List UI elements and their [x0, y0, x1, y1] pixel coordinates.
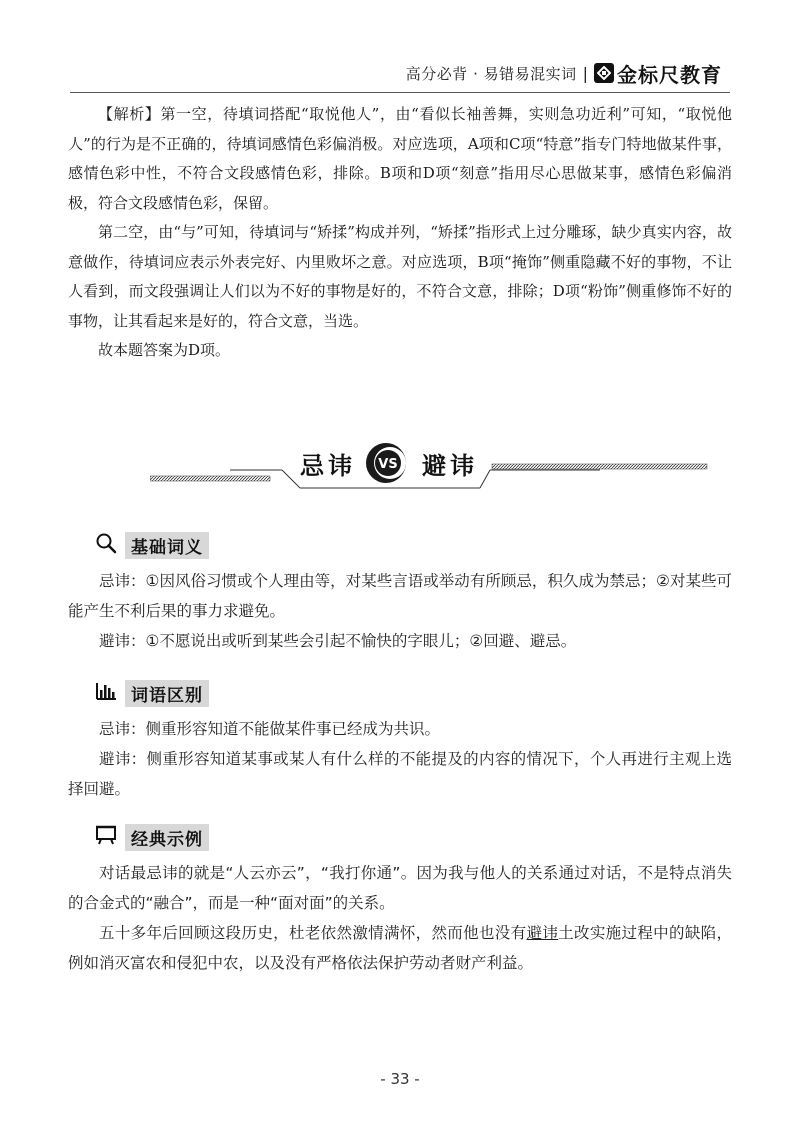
example-2-after: 土改实施过程中的缺陷，例如消灭富农和侵犯中农，以及没有严格依法保护劳动者财产利益。 — [68, 924, 732, 972]
difference-bihui: 避讳：侧重形容知道某事或某人有什么样的不能提及的内容的情况下，个人再进行主观上选择回避。 — [68, 750, 732, 798]
bar-chart-icon — [95, 681, 117, 705]
section-basic-meaning — [95, 532, 209, 558]
vs-label: VS — [378, 457, 398, 472]
vs-right-word: 避讳 — [422, 452, 478, 480]
basic-meaning-bihui: 避讳：①不愿说出或听到某些会引起不愉快的字眼儿；②回避、避忌。 — [99, 632, 577, 650]
basic-meaning-jihui: 忌讳：①因风俗习惯或个人理由等，对某些言语或举动有所顾忌，积久成为禁忌；②对某些可能产生不利后果的事力求避免。 — [68, 572, 732, 620]
difference-jihui: 忌讳：侧重形容知道不能做某件事已经成为共识。 — [99, 720, 441, 738]
vs-title-banner — [150, 432, 710, 502]
section-difference — [95, 680, 209, 706]
board-icon — [95, 825, 117, 849]
brand-name: 金标尺教育 — [617, 62, 722, 87]
example-2-before: 五十多年后回顾这段历史，杜老依然激情满怀，然而他也没有 — [99, 924, 527, 942]
analysis-paragraph-2: 第二空，由“与”可知，待填词与“矫揉”构成并列，“矫揉”指形式上过分雕琢，缺少真实内容，故意做作，待填词应表示外表完好、内里败坏之意。对应选项，B项“掩饰”侧重隐藏不好的事物，不让人看到，而文段强调让人们以为不好的事物是好的，不符合文意，排除；D项“粉饰”侧重修饰不好的事物，让其看起来是好的，符合文意，当选。 — [68, 223, 732, 330]
basic-meaning-body — [68, 566, 732, 656]
example-2 — [68, 918, 732, 978]
section-examples — [95, 824, 209, 850]
search-icon — [95, 532, 117, 558]
analysis-paragraph-1: 【解析】第一空，待填词搭配“取悦他人”，由“看似长袖善舞，实则急功近利”可知，“取悦他人”的行为是不正确的，待填词感情色彩偏消极。对应选项，A项和C项“特意”指专门特地做某件事，感情色彩中性，不符合文段感情色彩，排除。B项和D项“刻意”指用尽心思做某事，感情色彩偏消极，符合文段感情色彩，保留。 — [68, 105, 732, 212]
header-divider — [70, 92, 730, 93]
basic-meaning-heading: 基础词义 — [125, 532, 209, 559]
vs-left-word: 忌讳 — [300, 452, 356, 480]
analysis-paragraph-3: 故本题答案为D项。 — [98, 341, 231, 359]
examples-heading: 经典示例 — [125, 824, 209, 851]
example-2-underlined-word: 避讳 — [526, 924, 559, 942]
analysis-block — [68, 100, 732, 366]
brand — [594, 59, 722, 88]
brand-logo-icon — [594, 63, 614, 83]
page-number: - 33 - — [380, 1070, 420, 1088]
header-separator: | — [582, 63, 588, 83]
difference-body — [68, 714, 732, 804]
header-subject: 高分必背 · 易错易混实词 — [405, 64, 577, 83]
difference-heading: 词语区别 — [125, 680, 209, 707]
examples-body — [68, 858, 732, 978]
page-header — [406, 58, 722, 88]
example-1: 对话最忌讳的就是“人云亦云”，“我打你通”。因为我与他人的关系通过对话，不是特点消失的合金式的“融合”，而是一种“面对面”的关系。 — [68, 864, 732, 912]
